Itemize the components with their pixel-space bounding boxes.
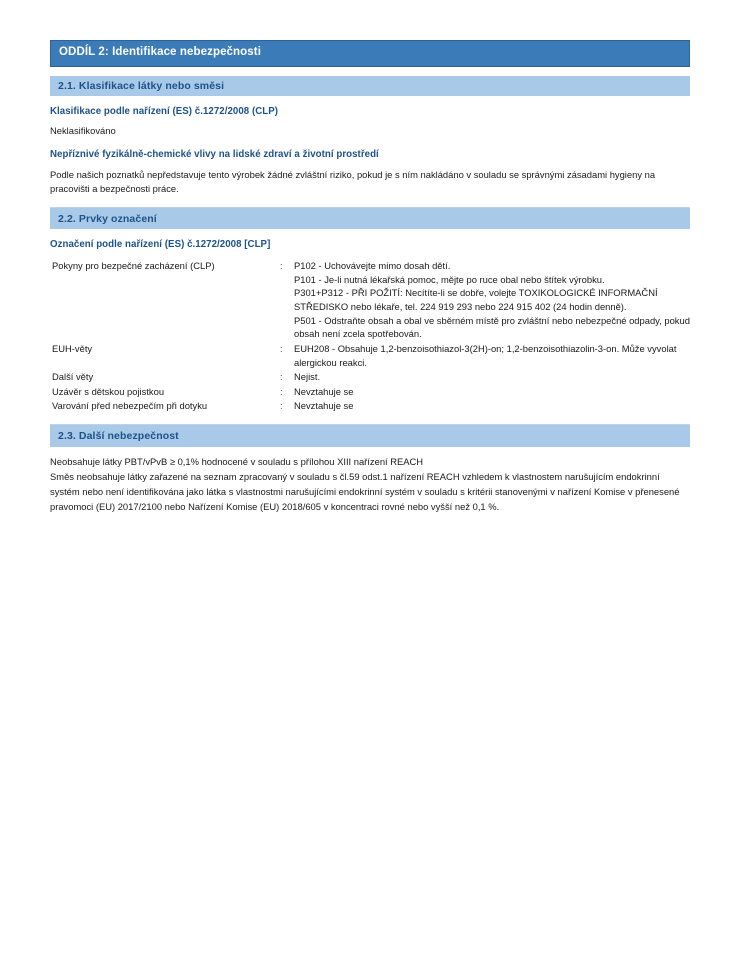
section-header-oddil-2: ODDÍL 2: Identifikace nebezpečnosti xyxy=(50,40,690,67)
heading-labelling-clp: Označení podle nařízení (ES) č.1272/2008 [CLP] xyxy=(50,239,271,251)
row-value xyxy=(294,399,696,414)
row-label: Varování před nebezpečím při dotyku xyxy=(52,400,208,412)
table-row-additional-phrases xyxy=(50,370,696,385)
row-label: Další věty xyxy=(52,371,94,383)
other-hazards-text xyxy=(50,454,690,515)
value-line: P301+P312 - PŘI POŽITÍ: Necítíte-li se dobře, volejte TOXIKOLOGICKÉ INFORMAČNÍ STŘEDISKO nebo lékaře, tel. 224 919 293 nebo 224 915 402 (24 hodin denně). xyxy=(294,287,658,313)
labelling-table xyxy=(50,259,696,414)
row-value xyxy=(294,385,696,400)
row-colon: : xyxy=(280,371,283,383)
table-row-child-resistant-fastening xyxy=(50,385,696,400)
subsection-header-2-3: 2.3. Další nebezpečnost xyxy=(50,424,690,447)
subsection-header-2-1: 2.1. Klasifikace látky nebo směsi xyxy=(50,76,690,97)
value-line: EUH208 - Obsahuje 1,2-benzoisothiazol-3(2H)-on; 1,2-benzoisothiazolin-3-on. Může vyvolat alergickou reakci. xyxy=(294,342,677,368)
heading-adverse-effects: Nepříznivé fyzikálně-chemické vlivy na lidské zdraví a životní prostředí xyxy=(50,148,379,160)
value-line: P101 - Je-li nutná lékařská pomoc, mějte po ruce obal nebo štítek výrobku. xyxy=(294,273,605,285)
value-line: P501 - Odstraňte obsah a obal ve sběrném místě pro zvláštní nebo nebezpečné odpady, pokud obsah není zcela spotřebován. xyxy=(294,314,690,340)
adverse-effects-text: Podle našich poznatků nepředstavuje tento výrobek žádné zvláštní riziko, pokud je s ním nakládáno v souladu se správnými zásadami hygieny na pracovišti a bezpečnosti práce. xyxy=(50,168,656,195)
row-label: Uzávěr s dětskou pojistkou xyxy=(52,385,165,397)
row-colon: : xyxy=(280,385,283,397)
value-line: P102 - Uchovávejte mimo dosah dětí. xyxy=(294,260,451,272)
subsection-header-2-2: 2.2. Prvky označení xyxy=(50,207,690,230)
other-hazards-paragraph: Neobsahuje látky PBT/vPvB ≥ 0,1% hodnocené v souladu s přílohou XIII nařízení REACH xyxy=(50,455,424,467)
table-row-precautionary xyxy=(50,259,696,342)
value-line: Nejist. xyxy=(294,371,321,383)
classification-value: Neklasifikováno xyxy=(50,125,116,136)
row-value xyxy=(294,370,696,385)
value-line: Nevztahuje se xyxy=(294,400,354,412)
table-row-euh xyxy=(50,342,696,370)
value-line: Nevztahuje se xyxy=(294,385,354,397)
row-value xyxy=(294,259,696,342)
row-colon: : xyxy=(280,400,283,412)
row-label: EUH-věty xyxy=(52,342,93,354)
heading-classification-clp: Klasifikace podle nařízení (ES) č.1272/2008 (CLP) xyxy=(50,106,279,117)
table-row-tactile-warning xyxy=(50,399,696,414)
other-hazards-paragraph: Směs neobsahuje látky zařazené na seznam zpracovaný v souladu s čl.59 odst.1 nařízení REACH vzhledem k vlastnostem narušujícím endokrinní systém nebo není identifikována jako látka s vlastnostmi narušujícími endokrinní systém v souladu s kritérii stanovenými v nařízení Komise v přenesené pravomoci (EU) 2017/2100 nebo Nařízení Komise (EU) 2018/605 v koncentraci rovné nebo vyšší než 0,1 %. xyxy=(50,470,680,513)
row-colon: : xyxy=(280,342,283,354)
row-label: Pokyny pro bezpečné zacházení (CLP) xyxy=(52,260,215,272)
row-colon: : xyxy=(280,260,283,272)
row-value xyxy=(294,342,696,370)
